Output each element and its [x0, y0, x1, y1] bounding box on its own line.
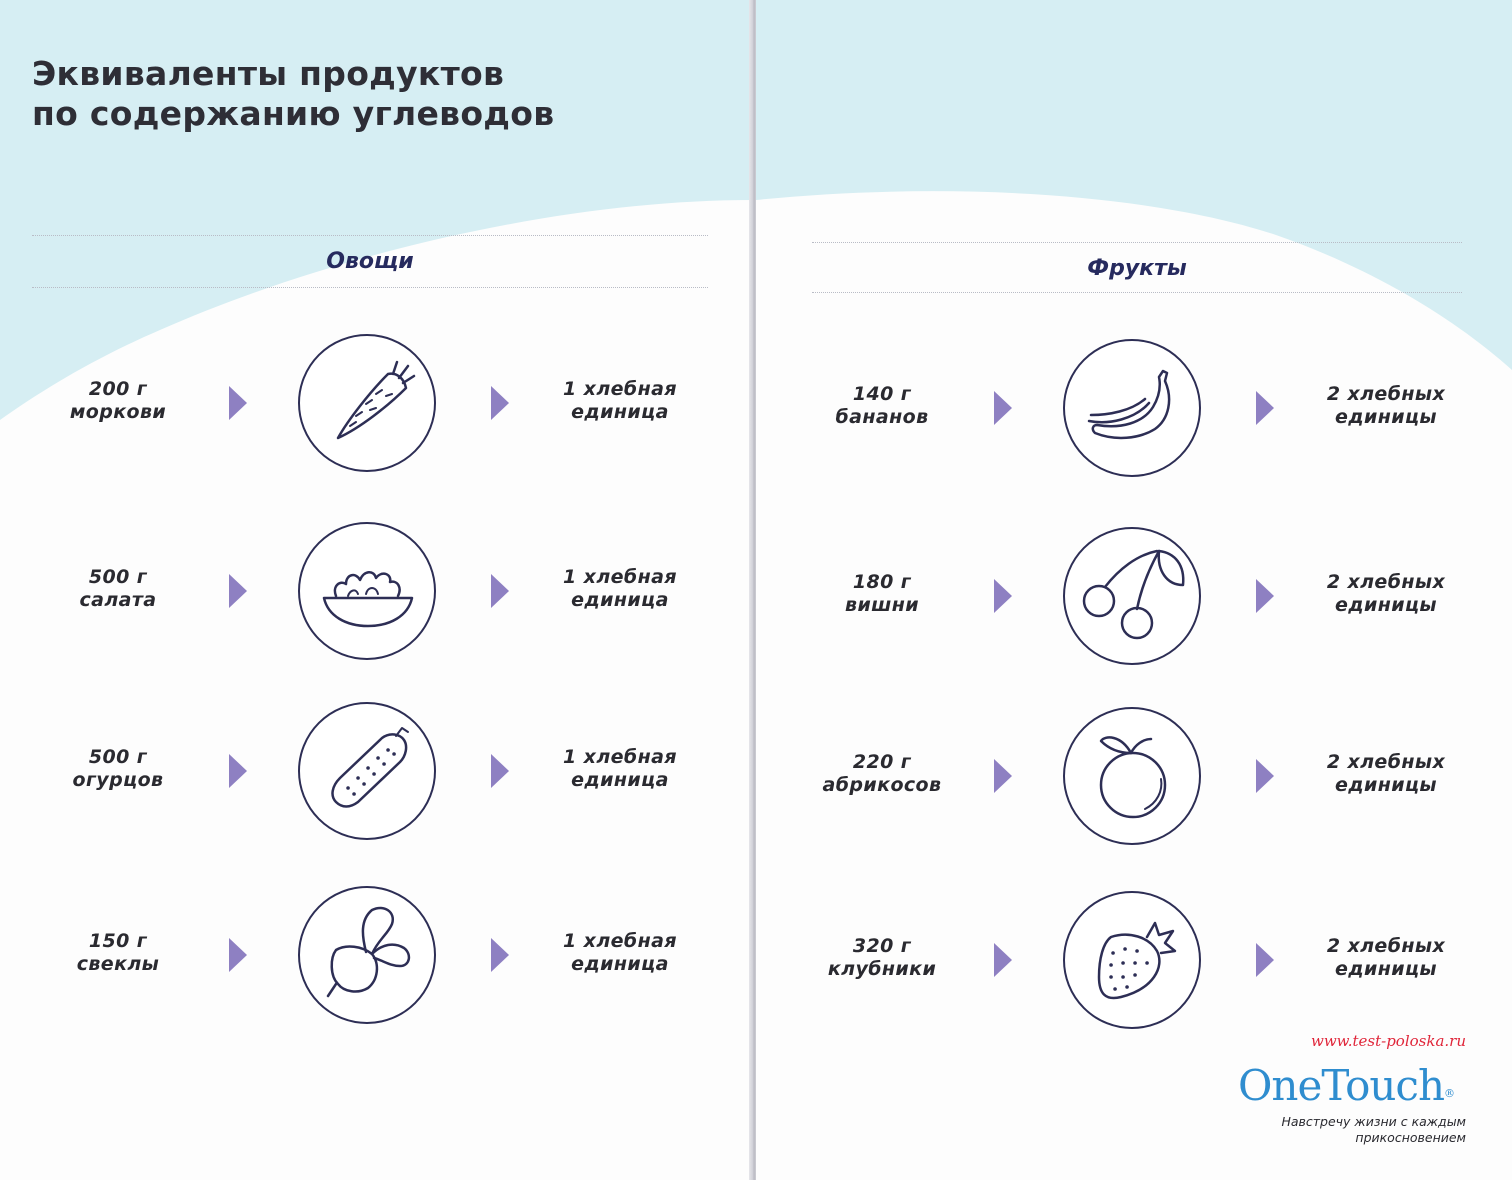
page-title [32, 54, 554, 134]
result-line-1: 1 хлебная [563, 930, 677, 952]
item-result [1296, 751, 1476, 797]
result-line-2: единицы [1334, 958, 1438, 980]
divider-top [812, 242, 1462, 243]
arrow-icon [1256, 391, 1274, 425]
item-quantity [48, 746, 188, 792]
salad-bowl-icon [298, 522, 436, 660]
item-name: огурцов [72, 769, 164, 791]
item-quantity [812, 935, 952, 981]
list-item [0, 886, 752, 1026]
result-line-1: 2 хлебных [1326, 751, 1446, 773]
item-name: абрикосов [822, 774, 942, 796]
list-item [756, 527, 1512, 667]
beet-icon [298, 886, 436, 1024]
carrot-icon [298, 334, 436, 472]
result-line-2: единицы [1334, 774, 1438, 796]
section-title-fruits: Фрукты [1087, 256, 1187, 281]
item-result [1296, 571, 1476, 617]
result-line-2: единица [571, 953, 669, 975]
item-result [530, 746, 710, 792]
banana-icon [1063, 339, 1201, 477]
item-quantity [48, 378, 188, 424]
result-line-2: единица [571, 769, 669, 791]
list-item [756, 891, 1512, 1031]
strawberry-icon [1063, 891, 1201, 1029]
item-result [530, 566, 710, 612]
apricot-icon [1063, 707, 1201, 845]
item-amount: 200 г [88, 378, 148, 400]
arrow-icon [229, 574, 247, 608]
item-result [530, 378, 710, 424]
item-name: свеклы [76, 953, 160, 975]
item-quantity [812, 751, 952, 797]
site-url[interactable]: www.test-poloska.ru [1311, 1032, 1466, 1050]
trademark-symbol: ® [1444, 1087, 1454, 1100]
item-amount: 140 г [852, 383, 912, 405]
cucumber-icon [298, 702, 436, 840]
item-quantity [48, 930, 188, 976]
arrow-icon [491, 386, 509, 420]
item-name: салата [79, 589, 157, 611]
title-line-1: Эквиваленты продуктов [32, 54, 505, 93]
item-quantity [812, 571, 952, 617]
item-amount: 500 г [88, 746, 148, 768]
title-line-2: по содержанию углеводов [32, 94, 555, 133]
arrow-icon [1256, 579, 1274, 613]
cherry-icon [1063, 527, 1201, 665]
brand-tagline [1236, 1114, 1466, 1146]
arrow-icon [491, 574, 509, 608]
arrow-icon [229, 386, 247, 420]
item-result [530, 930, 710, 976]
list-item [0, 702, 752, 842]
result-line-1: 2 хлебных [1326, 383, 1446, 405]
section-title-vegetables: Овощи [326, 249, 414, 274]
item-name: вишни [845, 594, 919, 616]
arrow-icon [994, 579, 1012, 613]
arrow-icon [229, 754, 247, 788]
arrow-icon [1256, 943, 1274, 977]
list-item [756, 339, 1512, 479]
arrow-icon [994, 943, 1012, 977]
item-result [1296, 383, 1476, 429]
item-amount: 150 г [88, 930, 148, 952]
item-amount: 180 г [852, 571, 912, 593]
arrow-icon [1256, 759, 1274, 793]
result-line-1: 1 хлебная [563, 378, 677, 400]
divider-top [32, 235, 708, 236]
brand-name: OneTouch [1238, 1061, 1444, 1110]
brand-logo [1216, 1060, 1476, 1112]
item-quantity [48, 566, 188, 612]
result-line-2: единицы [1334, 406, 1438, 428]
result-line-2: единица [571, 401, 669, 423]
arrow-icon [994, 759, 1012, 793]
item-name: бананов [835, 406, 929, 428]
divider-bottom [812, 292, 1462, 293]
item-name: клубники [827, 958, 937, 980]
result-line-1: 2 хлебных [1326, 571, 1446, 593]
item-quantity [812, 383, 952, 429]
right-page [756, 0, 1512, 1180]
list-item [0, 522, 752, 662]
arrow-icon [229, 938, 247, 972]
list-item [756, 707, 1512, 847]
arrow-icon [491, 754, 509, 788]
list-item [0, 334, 752, 474]
arrow-icon [994, 391, 1012, 425]
item-amount: 220 г [852, 751, 912, 773]
tagline-line-1: Навстречу жизни с каждым [1281, 1114, 1466, 1129]
arrow-icon [491, 938, 509, 972]
result-line-1: 1 хлебная [563, 566, 677, 588]
left-page [0, 0, 752, 1180]
result-line-1: 2 хлебных [1326, 935, 1446, 957]
divider-bottom [32, 287, 708, 288]
item-result [1296, 935, 1476, 981]
item-amount: 320 г [852, 935, 912, 957]
result-line-2: единицы [1334, 594, 1438, 616]
result-line-1: 1 хлебная [563, 746, 677, 768]
item-amount: 500 г [88, 566, 148, 588]
item-name: моркови [69, 401, 167, 423]
result-line-2: единица [571, 589, 669, 611]
tagline-line-2: прикосновением [1355, 1130, 1466, 1145]
